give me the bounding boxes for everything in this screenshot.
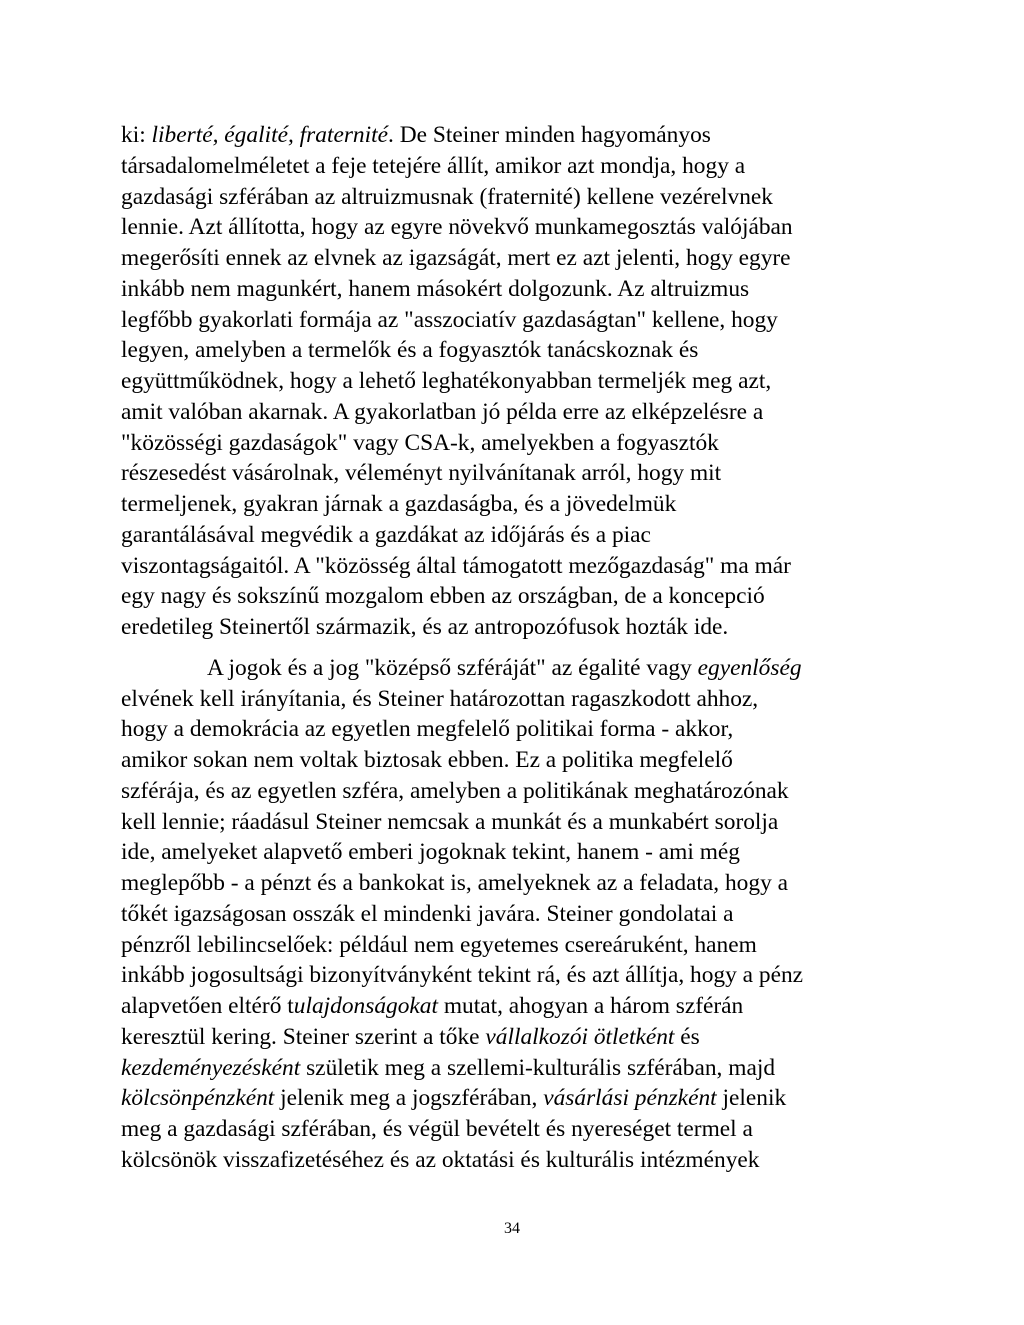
text-line [121, 1114, 911, 1145]
text-line [121, 807, 911, 838]
text-run: inkább jogosultsági bizonyítványként tekint rá, és azt állítja, hogy a pénz [121, 962, 804, 989]
text-line [121, 182, 911, 213]
text-run: alapvetően eltérő t [121, 993, 294, 1019]
text-run: mutat, ahogyan a három szférán [438, 993, 744, 1019]
text-line [121, 612, 911, 643]
text-run: részesedést vásárolnak, véleményt nyilvánítanak arról, hogy mit [121, 460, 722, 487]
body-text [121, 120, 911, 1176]
text-line [121, 520, 911, 551]
italic-text-run: egyenlőség [697, 654, 802, 681]
text-run: legyen, amelyben a termelők és a fogyasztók tanácskoznak és [121, 337, 699, 364]
text-run: és [674, 1023, 700, 1050]
text-run: inkább nem magunkért, hanem másokért dolgozunk. Az altruizmus [121, 275, 750, 302]
text-run: . De Steiner minden hagyományos [388, 122, 711, 148]
paragraph-2 [121, 653, 911, 1176]
text-line [121, 581, 911, 612]
text-run: ide, amelyeket alapvető emberi jogoknak tekint, hanem - ami még [121, 839, 740, 866]
text-line [121, 120, 911, 151]
text-run: eredetileg Steinertől származik, és az antropozófusok hozták ide. [121, 614, 729, 640]
italic-text-run: kezdeményezésként [121, 1054, 301, 1081]
text-line [121, 243, 911, 274]
text-line [121, 397, 911, 428]
text-line [121, 1083, 911, 1114]
text-line [121, 1145, 911, 1176]
text-run: amikor sokan nem voltak biztosak ebben. Ez a politika megfelelő [121, 747, 733, 773]
text-line [121, 960, 911, 991]
text-line [121, 551, 911, 582]
text-line [121, 212, 911, 243]
text-line [121, 868, 911, 899]
text-run: garantálásával megvédik a gazdákat az időjárás és a piac [121, 521, 651, 548]
text-run: meg a gazdasági szférában, és végül bevételt és nyereséget termel a [121, 1116, 753, 1142]
text-line [121, 335, 911, 366]
text-line [121, 745, 911, 776]
text-run: viszontagságaitól. A "közösség által támogatott mezőgazdaság" ma már [121, 552, 791, 579]
text-run: jelenik [716, 1085, 787, 1112]
italic-text-run: ulajdonságokat [293, 993, 438, 1019]
text-line [121, 458, 911, 489]
text-line [121, 684, 911, 715]
text-run: keresztül kering. Steiner szerint a tőke [121, 1023, 486, 1050]
text-run: gazdasági szférában az altruizmusnak (fraternité) kellene vezérelvnek [121, 183, 773, 210]
italic-text-run: liberté, égalité, fraternité [151, 122, 389, 148]
text-line [121, 1022, 911, 1053]
text-line [121, 366, 911, 397]
text-run: amit valóban akarnak. A gyakorlatban jó példa erre az elképzelésre a [121, 398, 764, 425]
text-run: megerősíti ennek az elvnek az igazságát, mert ez azt jelenti, hogy egyre [121, 245, 791, 271]
italic-text-run: kölcsönpénzként [121, 1085, 275, 1112]
text-line [121, 151, 911, 182]
text-run: pénzről lebilincselőek: például nem egyetemes csereáruként, hanem [121, 931, 757, 958]
paragraph-gap [121, 643, 911, 653]
text-line [121, 305, 911, 336]
text-run: társadalomelméletet a feje tetejére állít, amikor azt mondja, hogy a [121, 152, 746, 179]
text-run: kölcsönök visszafizetéséhez és az oktatási és kulturális intézmények [121, 1146, 760, 1173]
text-run: A jogok és a jog "középső szféráját" az égalité vagy [207, 654, 698, 681]
italic-text-run: vállalkozói ötletként [485, 1023, 675, 1050]
text-line [121, 653, 911, 684]
text-line [121, 837, 911, 868]
text-line [121, 899, 911, 930]
text-run: "közösségi gazdaságok" vagy CSA-k, amelyekben a fogyasztók [121, 429, 719, 456]
text-run: lennie. Azt állította, hogy az egyre növekvő munkamegosztás valójában [121, 214, 793, 241]
text-run: születik meg a szellemi-kulturális szférában, majd [300, 1054, 776, 1081]
text-line [121, 930, 911, 961]
text-line [121, 776, 911, 807]
text-line [121, 1053, 911, 1084]
text-line [121, 428, 911, 459]
page-number: 34 [504, 1220, 520, 1237]
text-line [121, 489, 911, 520]
text-run: legfőbb gyakorlati formája az "asszociatív gazdaságtan" kellene, hogy [121, 306, 778, 333]
text-run: meglepőbb - a pénzt és a bankokat is, amelyeknek az a feladata, hogy a [121, 870, 788, 896]
text-run: egy nagy és sokszínű mozgalom ebben az országban, de a koncepció [121, 583, 765, 610]
paragraph-1 [121, 120, 911, 643]
text-run: hogy a demokrácia az egyetlen megfelelő politikai forma - akkor, [121, 716, 734, 743]
text-run: jelenik meg a jogszférában, [274, 1085, 544, 1112]
italic-text-run: vásárlási pénzként [543, 1085, 717, 1112]
text-run: együttműködnek, hogy a lehető leghatékonyabban termeljék meg azt, [121, 368, 772, 394]
text-run: szférája, és az egyetlen szféra, amelyben a politikának meghatározónak [121, 777, 789, 804]
text-line [121, 714, 911, 745]
text-run: tőkét igazságosan osszák el mindenki javára. Steiner gondolatai a [121, 900, 734, 927]
text-line [121, 991, 911, 1022]
text-run: ki: [121, 122, 152, 148]
text-run: kell lennie; ráadásul Steiner nemcsak a munkát és a munkabért sorolja [121, 808, 779, 835]
text-line [121, 274, 911, 305]
text-run: elvének kell irányítania, és Steiner határozottan ragaszkodott ahhoz, [121, 685, 759, 712]
text-run: termeljenek, gyakran járnak a gazdaságba, és a jövedelmük [121, 491, 677, 517]
